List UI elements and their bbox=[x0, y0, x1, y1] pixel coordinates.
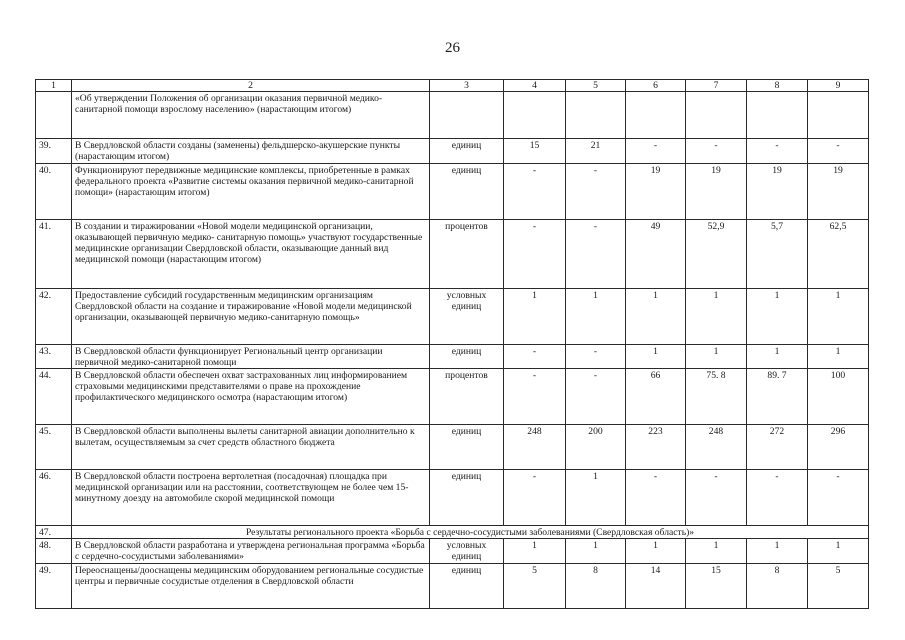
indicator-value: 1 bbox=[626, 288, 686, 344]
table-row bbox=[36, 344, 869, 368]
indicator-value: 75. 8 bbox=[686, 369, 747, 425]
unit-of-measure: единиц bbox=[430, 470, 504, 526]
indicator-value: 248 bbox=[686, 425, 747, 470]
indicator-value bbox=[686, 92, 747, 139]
indicator-value: 1 bbox=[626, 539, 686, 563]
indicator-value: 5 bbox=[504, 563, 566, 608]
table-row bbox=[36, 163, 869, 219]
indicator-value bbox=[626, 92, 686, 139]
table-row bbox=[36, 425, 869, 470]
indicator-value bbox=[808, 92, 869, 139]
indicator-value bbox=[566, 92, 626, 139]
indicator-description: В Свердловской области созданы (заменены) фельдшерско-акушерские пункты (нарастающим итогом) bbox=[72, 139, 430, 163]
row-number: 40. bbox=[36, 163, 72, 219]
column-header: 1 bbox=[36, 80, 72, 92]
indicator-description: «Об утверждении Положения об организации оказания первичной медико-санитарной помощи взрослому населению» (нарастающим итогом) bbox=[72, 92, 430, 139]
indicator-value: 14 bbox=[626, 563, 686, 608]
unit-of-measure: условных единиц bbox=[430, 288, 504, 344]
indicator-description: В Свердловской области функционирует Региональный центр организации первичной медико-санитарной помощи bbox=[72, 344, 430, 368]
indicator-value: 1 bbox=[808, 344, 869, 368]
indicator-value: - bbox=[566, 369, 626, 425]
row-number: 48. bbox=[36, 539, 72, 563]
column-header: 6 bbox=[626, 80, 686, 92]
indicator-value: 1 bbox=[504, 288, 566, 344]
column-header: 3 bbox=[430, 80, 504, 92]
unit-of-measure: единиц bbox=[430, 163, 504, 219]
indicator-value: 1 bbox=[808, 288, 869, 344]
indicator-value: 19 bbox=[747, 163, 808, 219]
indicator-description: В Свердловской области построена вертолетная (посадочная) площадка при медицинской организации или на расстоянии, соответствующем не более чем 15-минутному доезду на автомобиле скорой медицинской помощи bbox=[72, 470, 430, 526]
indicator-value: - bbox=[504, 219, 566, 288]
table-row bbox=[36, 539, 869, 563]
indicator-value: 5 bbox=[808, 563, 869, 608]
indicator-value: 1 bbox=[686, 288, 747, 344]
indicator-description: Предоставление субсидий государственным медицинским организациям Свердловской области на создание и тиражирование «Новой модели медицинской организации, оказывающей первичную медико-санитарную помощь» bbox=[72, 288, 430, 344]
indicator-value: - bbox=[808, 139, 869, 163]
table-row bbox=[36, 219, 869, 288]
indicator-value: 21 bbox=[566, 139, 626, 163]
column-header: 7 bbox=[686, 80, 747, 92]
indicator-value: 89. 7 bbox=[747, 369, 808, 425]
column-header: 8 bbox=[747, 80, 808, 92]
indicators-table bbox=[35, 79, 869, 609]
indicator-value: - bbox=[686, 139, 747, 163]
indicator-value: - bbox=[808, 470, 869, 526]
unit-of-measure: единиц bbox=[430, 139, 504, 163]
indicator-value: 1 bbox=[686, 344, 747, 368]
indicator-value: - bbox=[686, 470, 747, 526]
indicator-value: - bbox=[566, 163, 626, 219]
indicator-value: - bbox=[504, 344, 566, 368]
indicator-value: 52,9 bbox=[686, 219, 747, 288]
indicator-description: В Свердловской области разработана и утверждена региональная программа «Борьба с сердечно-сосудистыми заболеваниями» bbox=[72, 539, 430, 563]
indicator-value: 15 bbox=[686, 563, 747, 608]
indicator-description: В Свердловской области выполнены вылеты санитарной авиации дополнительно к вылетам, осуществляемым за счет средств областного бюджета bbox=[72, 425, 430, 470]
row-number: 39. bbox=[36, 139, 72, 163]
unit-of-measure: единиц bbox=[430, 425, 504, 470]
indicator-description: Функционируют передвижные медицинские комплексы, приобретенные в рамках федерального проекта «Развитие системы оказания первичной медико-санитарной помощи» (нарастающим итогом) bbox=[72, 163, 430, 219]
indicator-value: 272 bbox=[747, 425, 808, 470]
row-number: 45. bbox=[36, 425, 72, 470]
indicator-value: - bbox=[566, 219, 626, 288]
indicator-value: 19 bbox=[626, 163, 686, 219]
indicator-value: - bbox=[504, 163, 566, 219]
indicator-value: 62,5 bbox=[808, 219, 869, 288]
indicator-value: - bbox=[747, 470, 808, 526]
row-number: 43. bbox=[36, 344, 72, 368]
indicator-value: - bbox=[626, 139, 686, 163]
row-number: 49. bbox=[36, 563, 72, 608]
indicator-value: 19 bbox=[808, 163, 869, 219]
indicator-value: 1 bbox=[626, 344, 686, 368]
indicator-description: В создании и тиражировании «Новой модели медицинской организации, оказывающей первичную медико- санитарную помощь» участвуют государственные медицинские организации Свердловской области, оказывающие данный вид медицинской помощи (нарастающим итогом) bbox=[72, 219, 430, 288]
column-header: 5 bbox=[566, 80, 626, 92]
row-number: 46. bbox=[36, 470, 72, 526]
column-header: 2 bbox=[72, 80, 430, 92]
indicator-value: 19 bbox=[686, 163, 747, 219]
table-row bbox=[36, 139, 869, 163]
indicator-value: 223 bbox=[626, 425, 686, 470]
row-number bbox=[36, 92, 72, 139]
indicator-value: - bbox=[747, 139, 808, 163]
indicator-value: - bbox=[626, 470, 686, 526]
unit-of-measure: условных единиц bbox=[430, 539, 504, 563]
unit-of-measure: единиц bbox=[430, 563, 504, 608]
unit-of-measure bbox=[430, 92, 504, 139]
indicator-value: 1 bbox=[566, 470, 626, 526]
indicator-value: 248 bbox=[504, 425, 566, 470]
column-header: 9 bbox=[808, 80, 869, 92]
row-number: 41. bbox=[36, 219, 72, 288]
row-number: 44. bbox=[36, 369, 72, 425]
indicator-value: 15 bbox=[504, 139, 566, 163]
indicator-value: 200 bbox=[566, 425, 626, 470]
indicator-value: 1 bbox=[808, 539, 869, 563]
unit-of-measure: процентов bbox=[430, 219, 504, 288]
table-row bbox=[36, 470, 869, 526]
indicator-value: - bbox=[504, 470, 566, 526]
table-row bbox=[36, 92, 869, 139]
indicator-value: 8 bbox=[566, 563, 626, 608]
indicator-description: В Свердловской области обеспечен охват застрахованных лиц информированием страховыми медицинскими представителями о праве на прохождение профилактического медицинского осмотра (нарастающим итогом) bbox=[72, 369, 430, 425]
indicator-value: - bbox=[566, 344, 626, 368]
column-header: 4 bbox=[504, 80, 566, 92]
unit-of-measure: процентов bbox=[430, 369, 504, 425]
indicator-value: 1 bbox=[747, 344, 808, 368]
page-number: 26 bbox=[445, 40, 460, 56]
indicator-value: 1 bbox=[747, 288, 808, 344]
indicator-value: 1 bbox=[747, 539, 808, 563]
indicator-value bbox=[747, 92, 808, 139]
table-row bbox=[36, 288, 869, 344]
table-row bbox=[36, 369, 869, 425]
table-body bbox=[36, 80, 869, 609]
indicator-value: 66 bbox=[626, 369, 686, 425]
indicator-value: 1 bbox=[504, 539, 566, 563]
table-header-row bbox=[36, 80, 869, 92]
indicator-value: 1 bbox=[566, 539, 626, 563]
indicator-description: Переоснащены/дооснащены медицинским оборудованием региональные сосудистые центры и первичные сосудистые отделения в Свердловской области bbox=[72, 563, 430, 608]
indicator-value: 100 bbox=[808, 369, 869, 425]
indicator-value: 1 bbox=[566, 288, 626, 344]
indicator-value: 5,7 bbox=[747, 219, 808, 288]
indicator-value: 49 bbox=[626, 219, 686, 288]
table-row bbox=[36, 563, 869, 608]
indicator-value: 296 bbox=[808, 425, 869, 470]
section-row bbox=[36, 526, 869, 539]
indicator-value: - bbox=[504, 369, 566, 425]
section-title: Результаты регионального проекта «Борьба с сердечно-сосудистыми заболеваниями (Свердловская область)» bbox=[72, 526, 869, 539]
indicator-value: 8 bbox=[747, 563, 808, 608]
row-number: 42. bbox=[36, 288, 72, 344]
row-number: 47. bbox=[36, 526, 72, 539]
unit-of-measure: единиц bbox=[430, 344, 504, 368]
indicator-value bbox=[504, 92, 566, 139]
indicator-value: 1 bbox=[686, 539, 747, 563]
